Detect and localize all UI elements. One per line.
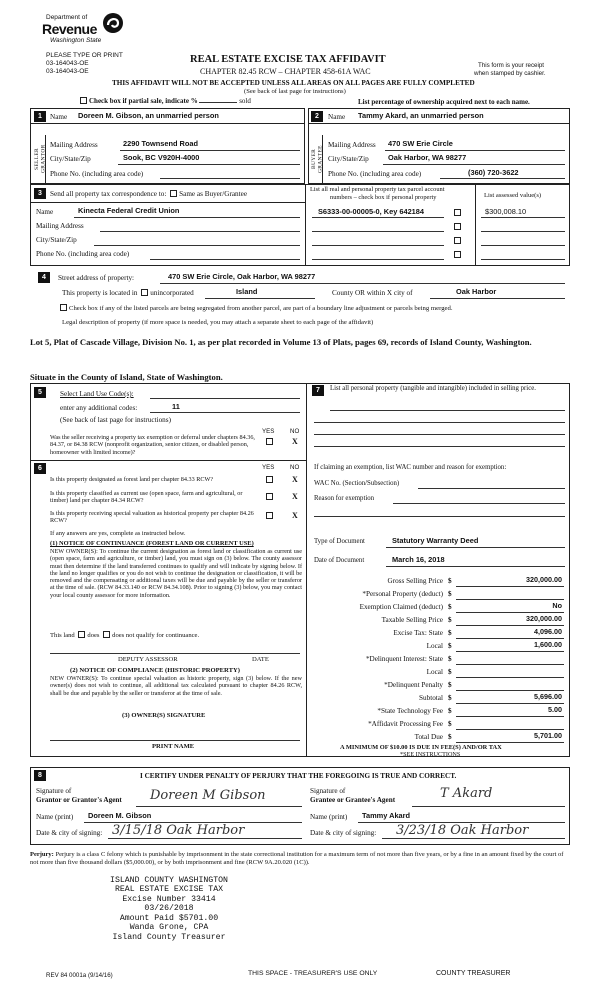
tax-line-label: *State Technology Fee — [377, 707, 443, 715]
revenue-logo-word: Revenue — [42, 21, 97, 37]
s6-no-header: NO — [290, 464, 300, 471]
buyer-name[interactable]: Tammy Akard, an unmarried person — [358, 111, 484, 120]
historic-yes-checkbox[interactable] — [266, 512, 273, 519]
stamp-line: REAL ESTATE EXCISE TAX — [114, 885, 224, 895]
corr-name-label: Name — [36, 208, 54, 216]
grantee-name-label: Name (print) — [310, 813, 348, 821]
unincorporated-label: unincorporated — [150, 289, 194, 297]
exemption-question: Was the seller receiving a property tax exemption or deferral under chapters 84.36, 84.37, or 84.38 RCW (nonprofit organization, senior citizen, or disabled person, homeowner with limited income)? — [50, 434, 255, 456]
doc-date-label: Date of Document — [314, 557, 365, 564]
dept-of-label: Department of — [46, 14, 88, 21]
current-use-answer-no[interactable]: X — [292, 492, 298, 501]
s5-yes-header: YES — [262, 428, 275, 435]
parcel-header-2: numbers – check box if personal property — [330, 194, 437, 201]
dollar-sign: $ — [448, 577, 452, 585]
treasurer-stamp — [94, 876, 244, 942]
forest-yes-checkbox[interactable] — [266, 476, 273, 483]
tax-line-value[interactable]: 5.00 — [548, 705, 562, 714]
seller-name[interactable]: Doreen M. Gibson, an unmarried person — [78, 111, 219, 120]
section-5-number: 5 — [34, 387, 46, 398]
grantee-date-label: Date & city of signing: — [310, 829, 377, 837]
tax-line-label: *Delinquent Interest: State — [365, 655, 443, 663]
seller-city[interactable]: Sook, BC V920H-4000 — [123, 153, 200, 162]
grantor-date-city[interactable]: 3/15/18 Oak Harbor — [112, 823, 245, 838]
additional-codes-value[interactable]: 11 — [172, 402, 180, 411]
deputy-date-label: DATE — [252, 656, 269, 663]
notice-continuance-body: NEW OWNER(S): To continue the current designation as forest land or classification as current use (open space, farm and agriculture, or timber) land, you must sign on (3) below. The county assessor must then determine if the land transferred continues to qualify and will indicate by signing below. If the land no longer qualifies or you do not wish to continue the designation or classification, it will be removed and the compensating or additional taxes will be due and payable by the seller or transferor at the time of sale. (RCW 84.33.140 or RCW 84.34.108). Prior to signing (3) below, you may contact your local county assessor for more information. — [50, 548, 302, 599]
sold-label: sold — [239, 97, 251, 105]
legal-label: Legal description of property (if more space is needed, you may attach a separate sheet to each page of the affidavit) — [62, 319, 374, 326]
stamp-line: Amount Paid $5701.00 — [119, 913, 219, 923]
buyer-city[interactable]: Oak Harbor, WA 98277 — [388, 153, 467, 162]
deputy-assessor-label: DEPUTY ASSESSOR — [118, 656, 178, 663]
grantor-name-label: Name (print) — [36, 813, 74, 821]
buyer-city-label: City/State/Zip — [328, 155, 369, 163]
tax-line-label: Total Due — [414, 733, 443, 741]
form-title: REAL ESTATE EXCISE TAX AFFIDAVIT — [190, 54, 386, 65]
seller-mailing-label: Mailing Address — [50, 141, 98, 149]
washington-state-label: Washington State — [50, 37, 102, 44]
section-1-number: 1 — [34, 111, 46, 122]
grantor-sig-label-1: Signature of — [36, 787, 72, 795]
segregated-label: Check box if any of the listed parcels are being segregated from another parcel, are part of a boundary line adjustment or parcels being merged. — [69, 305, 453, 312]
form-code-1: 03-164043-OE — [46, 60, 89, 67]
seller-phone-label: Phone No. (including area code) — [50, 170, 144, 178]
tax-line-excise-local — [314, 641, 566, 653]
tax-line-value[interactable]: 5,696.00 — [534, 692, 562, 701]
reason-label: Reason for exemption — [314, 495, 375, 502]
tax-line-value[interactable]: 320,000.00 — [526, 614, 562, 623]
parcel-number[interactable]: S6333-00-00005-0, Key 642184 — [318, 207, 425, 216]
type-or-print: PLEASE TYPE OR PRINT — [46, 52, 123, 59]
corr-phone-label: Phone No. (including area code) — [36, 250, 130, 258]
dollar-sign: $ — [448, 616, 452, 624]
tax-line-value[interactable]: No — [552, 601, 562, 610]
grantor-date-label: Date & city of signing: — [36, 829, 103, 837]
grantee-name[interactable]: Tammy Akard — [362, 811, 411, 820]
send-correspondence-row — [50, 190, 247, 199]
dollar-sign: $ — [448, 707, 452, 715]
grantor-signature[interactable]: Doreen M Gibson — [150, 788, 266, 803]
assessed-value[interactable]: $300,008.10 — [485, 207, 527, 216]
notice-compliance-title: (2) NOTICE OF COMPLIANCE (HISTORIC PROPERTY) — [70, 667, 240, 674]
assessed-header: List assessed value(s) — [484, 192, 542, 199]
tax-line-exemption — [314, 602, 566, 614]
tax-line-interest-local — [314, 667, 566, 679]
city-value[interactable]: Oak Harbor — [456, 287, 497, 296]
grantor-sig-label-2: Grantor or Grantor's Agent — [36, 796, 122, 804]
seller-name-label: Name — [50, 113, 68, 121]
see-back-note: (See back of last page for instructions) — [244, 88, 346, 95]
stamp-line: Wanda Grone, CPA — [129, 923, 209, 933]
buyer-name-label: Name — [328, 113, 346, 121]
partial-sale-row — [78, 97, 251, 105]
seller-city-label: City/State/Zip — [50, 155, 91, 163]
form-chapter: CHAPTER 82.45 RCW – CHAPTER 458-61A WAC — [200, 67, 371, 76]
property-location-row — [62, 289, 194, 298]
tax-line-tech-fee — [314, 706, 566, 718]
parcel-header-1: List all real and personal property tax parcel account — [310, 186, 445, 193]
send-correspondence-label: Send all property tax correspondence to: — [50, 190, 167, 198]
treasurer-space-label: THIS SPACE - TREASURER'S USE ONLY — [248, 970, 378, 977]
tax-line-label: Taxable Selling Price — [381, 616, 443, 624]
does-not-label: does not qualify for continuance. — [112, 632, 200, 639]
section-2-number: 2 — [311, 111, 323, 122]
current-use-question: Is this property classified as current use (open space, farm and agricultural, or timber) land per chapter 84.34 RCW? — [50, 490, 243, 505]
grantor-name[interactable]: Doreen M. Gibson — [88, 811, 152, 820]
tax-line-label: *Delinquent Penalty — [384, 681, 443, 689]
county-treasurer-label: COUNTY TREASURER — [436, 970, 511, 977]
dollar-sign: $ — [448, 681, 452, 689]
dollar-sign: $ — [448, 694, 452, 702]
street-address[interactable]: 470 SW Erie Circle, Oak Harbor, WA 98277 — [168, 272, 316, 281]
segregated-checkbox[interactable] — [60, 304, 67, 311]
this-land-label: This land — [50, 632, 75, 639]
if-yes-note: If any answers are yes, complete as instructed below. — [50, 530, 186, 537]
tax-line-gross — [314, 576, 566, 588]
stamp-line: Excise Number 33414 — [122, 894, 216, 904]
legal-description: Lot 5, Plat of Cascade Village, Division No. 1, as per plat recorded in Volume 13 of Plats, pages 69, records of Island County, Washington. — [30, 337, 532, 347]
notice-continuance-title: (1) NOTICE OF CONTINUANCE (FOREST LAND OR CURRENT USE) — [50, 540, 254, 547]
dor-logo — [30, 12, 130, 52]
street-label: Street address of property: — [58, 274, 135, 282]
stamp-line: 03/26/2018 — [144, 904, 194, 914]
tax-line-value[interactable]: 1,600.00 — [534, 640, 562, 649]
corr-mailing-label: Mailing Address — [36, 222, 84, 230]
personal-property-label: List all personal property (tangible and intangible) included in selling price. — [330, 385, 536, 392]
tax-calc-table — [314, 576, 566, 746]
owner-signature-label: (3) OWNER(S) SIGNATURE — [122, 712, 206, 719]
current-use-yes-checkbox[interactable] — [266, 493, 273, 500]
qualify-row — [50, 631, 199, 640]
s5-answer-no[interactable]: X — [292, 437, 298, 446]
tax-line-total — [314, 732, 566, 744]
notice-compliance-body: NEW OWNER(S): To continue special valuation as historic property, sign (3) below. If the new owner(s) does not wish to continue, all additional tax calculated pursuant to chapter 84.26 RCW, shall be due and payable by the seller or transferor at the time of sale. — [50, 675, 302, 697]
tax-line-label: *Personal Property (deduct) — [362, 590, 443, 598]
certify-statement: I CERTIFY UNDER PENALTY OF PERJURY THAT THE FOREGOING IS TRUE AND CORRECT. — [140, 772, 457, 780]
tax-line-value[interactable]: 320,000.00 — [526, 575, 562, 584]
ownership-note: List percentage of ownership acquired next to each name. — [358, 98, 530, 106]
grantee-signature[interactable]: T Akard — [440, 786, 493, 801]
perjury-text: Perjury is a class C felony which is punishable by imprisonment in the state correctional institution for a maximum term of not more than five years, or by a fine in an amount fixed by the court of not more than five thousand dollars ($5,000.00), or by both imprisonment and fine (RCW 9A.20.020 (1C)). — [30, 851, 564, 867]
seller-mailing[interactable]: 2290 Townsend Road — [123, 139, 199, 148]
located-label: This property is located in — [62, 289, 138, 297]
tax-line-subtotal — [314, 693, 566, 705]
corr-city-label: City/State/Zip — [36, 236, 77, 244]
partial-sale-label: Check box if partial sale, indicate % — [89, 97, 198, 105]
section-6-number: 6 — [34, 463, 46, 474]
tax-line-interest-state — [314, 654, 566, 666]
same-as-buyer-checkbox[interactable] — [170, 190, 177, 197]
grantee-sig-label-2: Grantee or Grantee's Agent — [310, 796, 396, 804]
additional-codes-label: enter any additional codes: — [60, 404, 138, 412]
situate-statement: Situate in the County of Island, State of Washington. — [30, 372, 223, 382]
dollar-sign: $ — [448, 720, 452, 728]
exemption-claim-label: If claiming an exemption, list WAC number and reason for exemption: — [314, 464, 507, 471]
tax-line-label: Excise Tax: State — [393, 629, 443, 637]
partial-sale-checkbox[interactable] — [80, 97, 87, 104]
does-qualify-checkbox[interactable] — [78, 631, 85, 638]
does-not-qualify-checkbox[interactable] — [103, 631, 110, 638]
unincorporated-checkbox[interactable] — [141, 289, 148, 296]
dollar-sign: $ — [448, 655, 452, 663]
s5-yes-checkbox[interactable] — [266, 438, 273, 445]
segregated-row — [58, 304, 453, 313]
tax-line-value[interactable]: 5,701.00 — [534, 731, 562, 740]
buyer-phone-label: Phone No. (including area code) — [328, 170, 422, 178]
buyer-phone[interactable]: (360) 720-3622 — [468, 168, 519, 177]
section-7-number: 7 — [312, 385, 324, 396]
doc-type-value[interactable]: Statutory Warranty Deed — [392, 536, 479, 545]
dollar-sign: $ — [448, 590, 452, 598]
form-revision: REV 84 0001a (9/14/16) — [46, 972, 113, 979]
seller-side-label: SELLER GRANTOR — [34, 144, 47, 174]
print-name-label: PRINT NAME — [152, 743, 195, 750]
corr-name[interactable]: Kinecta Federal Credit Union — [78, 206, 180, 215]
section-8-number: 8 — [34, 770, 46, 781]
perjury-label: Perjury: — [30, 851, 54, 858]
form-warning: THIS AFFIDAVIT WILL NOT BE ACCEPTED UNLESS ALL AREAS ON ALL PAGES ARE FULLY COMPLETED — [112, 79, 475, 87]
s5-no-header: NO — [290, 428, 300, 435]
dollar-sign: $ — [448, 642, 452, 650]
buyer-side-label: BUYER GRANTEE — [311, 145, 324, 173]
tax-line-label: Subtotal — [419, 694, 443, 702]
stamp-line: Island County Treasurer — [112, 932, 226, 942]
receipt-note-2: when stamped by cashier. — [474, 70, 546, 77]
form-code-2: 03-164043-OE — [46, 68, 89, 75]
tax-line-label: Gross Selling Price — [387, 577, 443, 585]
minimum-fee-note: A MINIMUM OF $10.00 IS DUE IN FEE(S) AND/OR TAX — [340, 744, 502, 751]
forest-answer-no[interactable]: X — [292, 475, 298, 484]
section-4-number: 4 — [38, 272, 50, 283]
tax-line-label: Local — [426, 668, 443, 676]
tax-line-value[interactable]: 4,096.00 — [534, 627, 562, 636]
parcel-4-personal-checkbox[interactable] — [454, 251, 461, 258]
s6-yes-header: YES — [262, 464, 275, 471]
see-instructions-note: *SEE INSTRUCTIONS — [400, 751, 461, 758]
dollar-sign: $ — [448, 629, 452, 637]
buyer-mailing[interactable]: 470 SW Erie Circle — [388, 139, 453, 148]
wac-label: WAC No. (Section/Subsection) — [314, 480, 400, 487]
doc-type-label: Type of Document — [314, 538, 365, 545]
dollar-sign: $ — [448, 603, 452, 611]
parcel-2-personal-checkbox[interactable] — [454, 223, 461, 230]
tax-line-label: Exemption Claimed (deduct) — [359, 603, 443, 611]
parcel-1-personal-checkbox[interactable] — [454, 209, 461, 216]
section-3-number: 3 — [34, 188, 46, 199]
tax-line-label: Local — [426, 642, 443, 650]
dollar-sign: $ — [448, 733, 452, 741]
tax-line-taxable — [314, 615, 566, 627]
grantee-sig-label-1: Signature of — [310, 787, 346, 795]
land-use-label: Select Land Use Code(s): — [60, 390, 134, 398]
does-label: does — [87, 632, 100, 639]
tax-line-processing-fee — [314, 719, 566, 731]
tax-line-label: *Affidavit Processing Fee — [368, 720, 443, 728]
doc-date-value[interactable]: March 16, 2018 — [392, 555, 445, 564]
section5-see-back: (See back of last page for instructions) — [60, 416, 171, 424]
stamp-line: ISLAND COUNTY WASHINGTON — [110, 876, 228, 885]
buyer-mailing-label: Mailing Address — [328, 141, 376, 149]
same-as-buyer-label: Same as Buyer/Grantee — [179, 190, 248, 198]
county-value[interactable]: Island — [236, 287, 258, 296]
grantee-date-city[interactable]: 3/23/18 Oak Harbor — [396, 823, 529, 838]
receipt-note-1: This form is your receipt — [478, 62, 545, 69]
forest-question: Is this property designated as forest land per chapter 84.33 RCW? — [50, 476, 214, 483]
tax-line-personal — [314, 589, 566, 601]
historic-answer-no[interactable]: X — [292, 511, 298, 520]
swirl-icon — [102, 12, 124, 34]
historic-question: Is this property receiving special valuation as historical property per chapter 84.26 RCW? — [50, 510, 254, 525]
parcel-3-personal-checkbox[interactable] — [454, 237, 461, 244]
tax-line-penalty — [314, 680, 566, 692]
dollar-sign: $ — [448, 668, 452, 676]
tax-line-excise-state — [314, 628, 566, 640]
county-label: County OR within X city of — [332, 289, 413, 297]
perjury-notice — [30, 851, 570, 868]
